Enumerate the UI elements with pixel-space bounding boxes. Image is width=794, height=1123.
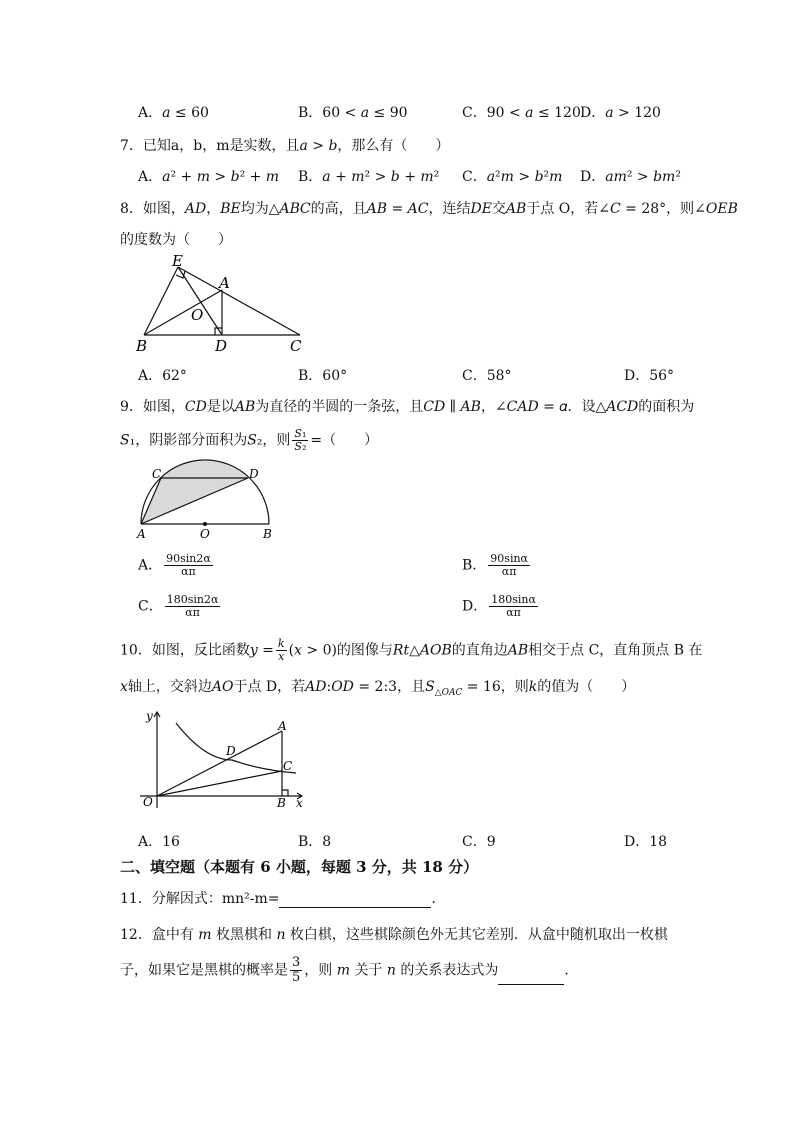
q9-option-b-den: απ	[501, 565, 517, 578]
q8-option-a: A．62°	[138, 368, 187, 384]
q11-text: 11．分解因式：mn²-m=	[120, 891, 280, 907]
q12-answer-blank[interactable]	[498, 968, 564, 985]
q8-stem-line2: 的度数为（ ）	[120, 232, 232, 248]
q10-label-o: O	[143, 795, 153, 809]
q12-line2-a: 子，如果它是黑棋的概率是	[120, 962, 288, 979]
q12-frac-den: 5	[292, 970, 301, 985]
q10-stem-a: 10．如图，反比函数𝑦 =	[120, 642, 274, 659]
q10-label-c: C	[283, 759, 293, 773]
q12-frac-num: 3	[292, 955, 301, 970]
q8-option-c: C．58°	[462, 368, 512, 384]
q9-option-a-num: 90sin2α	[166, 552, 211, 565]
q10-label-x: x	[296, 796, 303, 810]
q9-stem-line2-a: 𝑆₁，阴影部分面积为𝑆₂，则	[120, 432, 291, 449]
q9-stem-line2-b: =（ ）	[310, 432, 379, 449]
q7-stem: 7．已知a，b，m是实数，且𝑎 > 𝑏，那么有（ ）	[120, 138, 450, 154]
q9-ratio-den: 𝑆₂	[294, 440, 307, 453]
q8-label-c: C	[290, 337, 302, 355]
q10-frac-den: 𝑥	[278, 650, 285, 663]
q12-line1: 12．盒中有 𝑚 枚黑棋和 𝑛 枚白棋，这些棋除颜色外无其它差别．从盒中随机取出一枚棋	[120, 927, 668, 943]
q10-option-c: C．9	[462, 834, 496, 850]
q10-label-b: B	[277, 796, 286, 810]
q10-option-b: B．8	[298, 834, 332, 850]
section-title: 二、填空题（本题有 6 小题，每题 3 分，共 18 分）	[120, 858, 479, 876]
q11-end: ．	[431, 891, 446, 907]
q8-option-d: D．56°	[624, 368, 675, 384]
q9-option-c-den: απ	[185, 606, 200, 619]
q7-option-b: B．𝑎 + 𝑚² > 𝑏 + 𝑚²	[298, 169, 440, 185]
q10-label-y: y	[146, 709, 153, 723]
q10-stem-b: (𝑥 > 0)的图像与𝑅𝑡△𝐴𝑂𝐵的直角边𝐴𝐵相交于点 C，直角顶点 B 在	[288, 642, 703, 659]
q6-option-b: B．60 < 𝑎 ≤ 90	[298, 105, 408, 121]
q9-option-c-num: 180sin2α	[166, 593, 219, 606]
q8-option-b: B．60°	[298, 368, 348, 384]
q11-question	[120, 888, 445, 908]
q12-line2-b: ，则 𝑚 关于 𝑛 的关系表达式为	[304, 962, 499, 979]
q7-option-a: A．𝑎² + 𝑚 > 𝑏² + 𝑚	[138, 169, 280, 185]
q10-area-sub: △𝑂𝐴𝐶	[434, 687, 463, 698]
q11-answer-blank[interactable]	[279, 891, 431, 908]
q9-label-b: B	[263, 527, 272, 541]
q9-label-c: C	[152, 467, 162, 481]
q9-option-a-letter: A．	[138, 557, 163, 574]
q10-stem-line2-b: = 16，则𝑘的值为（ ）	[462, 679, 636, 695]
q12-end: ．	[564, 962, 579, 979]
q6-option-d: D．𝑎 > 120	[580, 105, 661, 121]
q10-label-d: D	[226, 744, 236, 758]
q9-label-o: O	[200, 527, 210, 541]
q9-option-a-den: απ	[181, 565, 196, 578]
q9-option-d-den: απ	[506, 606, 521, 619]
q9-option-c-letter: C．	[138, 598, 163, 615]
q7-option-c: C．𝑎²𝑚 > 𝑏²𝑚	[462, 169, 563, 185]
q9-stem-line1: 9．如图，𝐶𝐷是以𝐴𝐵为直径的半圆的一条弦，且𝐶𝐷 ∥ 𝐴𝐵，∠𝐶𝐴𝐷 = 𝛼．设△𝐴𝐶𝐷的面积为	[120, 399, 695, 415]
q8-label-a: A	[219, 274, 230, 292]
q6-option-c: C．90 < 𝑎 ≤ 120	[462, 105, 581, 121]
q8-label-d: D	[215, 337, 228, 355]
q8-label-e: E	[172, 252, 183, 270]
q9-option-d-letter: D．	[462, 598, 488, 615]
q7-option-d: D．𝑎𝑚² > 𝑏𝑚²	[580, 169, 681, 185]
q10-option-a: A．16	[138, 834, 180, 850]
q12-line2	[120, 956, 578, 985]
q9-label-d: D	[249, 467, 259, 481]
q9-ratio-num: 𝑆₁	[294, 427, 307, 440]
q10-stem-line2-a: 𝑥轴上，交斜边𝐴𝑂于点 D，若𝐴𝐷:𝑂𝐷 = 2:3，且	[120, 679, 426, 695]
q9-option-b-num: 90sinα	[490, 552, 528, 565]
q9-option-d-num: 180sinα	[491, 593, 536, 606]
q9-label-a: A	[137, 527, 146, 541]
q8-stem-line1: 8．如图，𝐴𝐷，𝐵𝐸均为△𝐴𝐵𝐶的高，且𝐴𝐵 = 𝐴𝐶，连结𝐷𝐸交𝐴𝐵于点 O，若∠𝐶 = 28°，则∠𝑂𝐸𝐵	[120, 201, 738, 217]
q6-option-a: A．𝑎 ≤ 60	[138, 105, 209, 121]
q10-frac-num: 𝑘	[277, 637, 285, 650]
q9-option-b-letter: B．	[462, 557, 487, 574]
q10-option-d: D．18	[624, 834, 668, 850]
q10-label-a: A	[278, 719, 287, 733]
q8-label-b: B	[136, 337, 148, 355]
q8-label-o: O	[191, 306, 204, 324]
q10-area-s: 𝑆	[425, 679, 435, 695]
